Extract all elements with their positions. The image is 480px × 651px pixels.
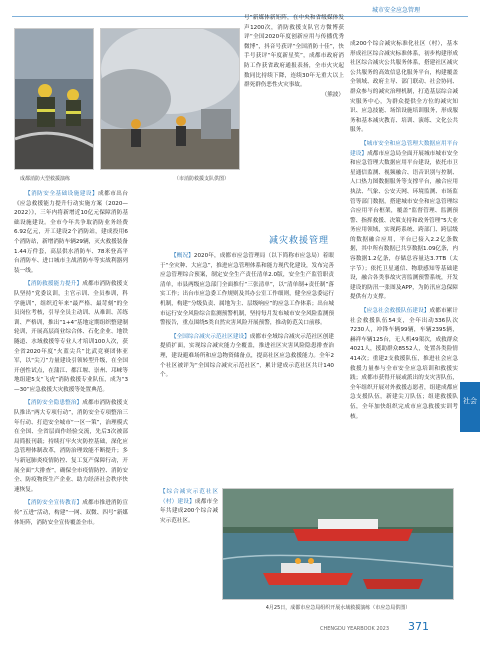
col3-text-2: 成都市累计社会救援队伍54支，全年出动336队次7230人，冲锋车辆99辆，车辆2395辆，赫祥车辆125台，无人机49架次，成救群众4021人，援助群众8552人，处置各类险情414次；重建2支救援队伍，推进社会应急救援力量参与全市安全应急培训和救援实践；成都市获得开展或派出的支灾害队伍，全年组织开展对外救援志愿者，组建成都应急支援队伍，新建尖刀队伍；组建救援队伍，全年加快组织完成市应急救援实训考核。 [350,308,458,420]
col1-para-2 [14,280,128,395]
photo1-caption: 成都消防大型救援演练 [20,176,71,182]
photo3-caption: 4月25日，成都市应急局组织开展水域救援演练（市应急局供图） [265,605,411,611]
column-1 [14,190,128,528]
col1-head-4: 【消防安全宣传教育】 [25,500,83,507]
col2-head-1: 【概况】 [171,253,194,259]
col3-head-2: 【应急社会救援队伍建设】 [361,308,430,315]
section-title: 减灾救援管理 [268,236,329,246]
col3-text-1: 成都市应急局全面开展城市城市安全和应急管理大数据应用平台建设，依托市卫星通信监测、视频融合、语音识别与控制、人口热力图数据服务等支撑平台，融合应用执法、气象、公安天网、环境监测、市场监管等部门数据，搭建城市安全和应急管理综合应用平台框架，覆盖“监督管理、监测预警、指挥救援、决策支持和政务管理”5大业务应用领域，实现跨系统、跨部门、跨层级的数据融合应用，平台已接入2.2亿条数据，其中所有数据已共享数据1.09亿条，内容数据1.2亿条，存储总容量达3.7TB（太字节）；依托卫星通信、物联感知等基础建设，融合各类事故灾害监测预警系统，开发建设的防汛一张图及APP，为防汛应急保障提供有力支撑。 [350,150,458,301]
col2-para-2 [160,333,334,381]
col1-para-3 [14,399,128,495]
page-number: 371 [408,620,429,633]
col2-para-1 [160,252,334,329]
col2-head-3: 【综合减灾示范社区（村）建设】 [160,489,218,505]
col1-text-2: 成都市消防救援支队坚持“党委议训，主官示训、全员参训，科学施训”，组织近年来“最严格、最苛刻”的全员岗位考核，引导全员主动训、从难训、苦练训、严格训，推出“1+4”基地定期组织整建制轮训，开展高层商业综合体、石化企业、地铁隧道、水域救援等专业人才培训100人次，获全省2020年度“火蓝尖兵”比武竞赛团体亚军，以“尖刀”力量建设引领转型升级，在全国开创性试点，在蒲江、都江堰、崇州、邛崃等地组建5支“飞虎”消防救援专业队伍，成为“3—30”应急救援大灾救援等处置典范。 [14,281,128,393]
col2-text-1: 2020年，成都市应急管理局（以下简称市应急局）着眼于“全灾种、大应急”，推进应急管理体系和能力现代化建设，发布完善应急管理综合预案，制定安全生产责任清单2.0版，安全生产监管职责清单，市县两级应急部门全面推行“三张清单”，以“清单制+责任制”落实工作；出台市应急委工作规则及其办公室工作细则，健全应急委运行机制，构建“分级负责、属地为主、层级响应”的应急工作体系；出台城市运行安全风险综合监测预警机制，坚持每月发布城市安全风险监测预警报告，重点围绕5类自然灾害风险开展预警，推动防范关口前移。 [160,253,334,327]
col1-para-4 [14,499,128,528]
col2-text-2: 成都市全域综合减灾示范社区创建提质扩面，实现综合减灾能力全覆盖，推进社区灾害风险隐患排查治理，建设避难场所和应急物资储备点，提高社区应急救援能力。全年2个社区被评为“全国综合减灾示范社区”，累计建成示范社区共计140个。 [160,333,334,379]
col2-text-3: 成都市全年共建成200个综合减灾示范社区。 [160,498,218,524]
column-2-main [160,252,334,381]
col2-continuation: 号”新媒体新矩阵，在中央和省级媒体发声1200次，消防救援支队官方微博获评“全国2020年度创新应用与传播优秀微博”，抖音号获评“全国消防十佳”，快手号获评“年度新星奖”，成都市政府消防工作获省政府通报表扬，全市火灾起数同比持续下降，连续30年无重大以上群死群伤恶性火灾事故。 [244,15,344,89]
running-header [0,0,480,20]
footer-yearbook: CHENGDU YEARBOOK 2023 [320,626,390,632]
column-3 [350,40,458,422]
col2-head-2: 【全国综合减灾示范社区建设】 [171,333,250,340]
column-2-top [244,14,344,100]
col2-author: （熊波） [321,91,344,98]
header-rule [12,16,468,17]
firefighter-drill-photo [14,28,94,170]
col1-text-1: 成都市出台《应急救援能力提升行动实施方案（2020—2022）》，三年内将新增近10亿元保障消防基础设施建设。全市今年共争取消防业务经费6.92亿元，开工建设2个消防站，建成投用6个消防站，新增消防车辆29辆，灭火救援装备1.44万件套，高层供水消防车、78米登高平台消防车、进口城市主战消防车等实战利器列装一线。 [14,191,128,274]
photo2-caption: （市消防救援支队供图） [174,176,230,182]
col3-head-1: 【城市安全和应急管理大数据应用平台建设】 [350,140,458,157]
col2-para-3 [160,488,218,526]
col1-para-1 [14,190,128,276]
col1-text-4: 成都市推进消防宣传“五进”活动，构建“一网、双微、四号”新媒体矩阵，消防安全宣传覆盖全市。 [14,500,128,526]
running-header-label: 城市安全应急管理 [371,7,420,14]
section-side-tab: 社会 [460,382,480,432]
column-2-bottom [160,488,218,526]
col3-para-1 [350,140,458,303]
col1-head-3: 【消防安全隐患整治】 [25,400,83,407]
col3-continuation: 成200个综合减灾标准化社区（村），基本形成社区综合减灾标准体系，初步构建形成社区综合减灾公共服务体系，搭建社区减灾公共服务的高效信息化服务平台，构建覆盖全领域、政府主导、部门联动、社会协同、群众参与的减灾治理机制，打造基层综合减灾服务中心，为群众提供全方位的减灾知识、应急技能、场馆设施培训服务，形成服务和基本减灾教育、培训、演练、文化公共服务。 [350,41,458,134]
water-rescue-photo [222,488,454,600]
col1-head-1: 【消防安全基础设施建设】 [25,191,99,197]
smoke-scene-photo [100,28,240,170]
col1-head-2: 【消防救援能力提升】 [25,281,83,288]
col3-para-2 [350,307,458,422]
col1-text-3: 成都市消防救援支队推出“两大专项行动”，消防安全专项整治三年行动、打造安全城市“一区一策”，治理模式在全国、全省层面作经验交流，先后3次被部局简报刊载；持续打牢火灾防控基础，深化应急管理体制改革，消防治理效能不断提升；多与新冠肺炎疫情防控、复工复产保障行动，开展全面“大排查”，确保全市疫情防控、消防安全、防疫物资生产企业、助力经济社会秩序快速恢复。 [14,400,128,493]
